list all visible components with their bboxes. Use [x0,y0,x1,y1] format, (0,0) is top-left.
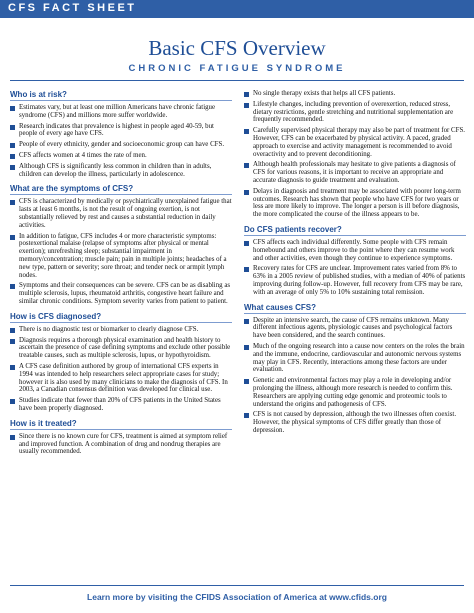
square-bullet-icon [244,379,249,384]
square-bullet-icon [10,165,15,170]
left-column [10,90,232,459]
square-bullet-icon [10,365,15,370]
list-item-text: Despite an intensive search, the cause of CFS remains unknown. Many different infectious agents, physiologic causes and psychological factors have been considered, and the search continues. [253,316,453,340]
list-item [10,141,232,149]
list-item-text: Carefully supervised physical therapy may also be part of treatment for CFS. However, CFS can be exacerbated by physical activity. A paced, graded approach to exercise and activity management is recommended to avoid overactivity and to prevent deconditioning. [253,127,466,158]
list-item-text: CFS affects women at 4 times the rate of men. [19,151,147,159]
list-item [244,101,466,124]
list-item-text: Although health professionals may hesitate to give patients a diagnosis of CFS for various reasons, it is important to receive an appropriate and accurate diagnosis to guide treatment and evaluation. [253,161,456,184]
list-item [244,343,466,374]
list-item-text: A CFS case definition authored by group of international CFS experts in 1994 was intended to help researchers select appropriate cases for study; however it is also used by many clinicians to make the diagnosis of CFS. In 2003, a Canadian consensus definition was developed for clinical use. [19,362,228,394]
section-heading-do-cfs-patients-recover: Do CFS patients recover? [244,225,466,236]
square-bullet-icon [244,103,249,108]
square-bullet-icon [10,284,15,289]
list-item-text: Diagnosis requires a thorough physical examination and health history to ascertain the presence of case defining symptoms and exclude other possible treatable causes, such as multiple sclerosis, lupus, or hypothyroidism. [19,336,231,360]
square-bullet-icon [244,319,249,324]
list-item [10,152,232,160]
title-rule [10,80,464,81]
footer-rule [10,585,464,586]
bullet-list [10,104,232,178]
right-column [244,90,466,438]
square-bullet-icon [10,125,15,130]
section-heading-what-causes-cfs: What causes CFS? [244,303,466,314]
list-item-text: Symptoms and their consequences can be severe. CFS can be as disabling as multiple sclerosis, lupus, rheumatoid arthritis, congestive heart failure and similar chronic conditions. Symptom severity varies from patient to patient. [19,282,231,305]
list-item [244,90,466,98]
square-bullet-icon [10,200,15,205]
list-item-text: CFS is not caused by depression, although the two illnesses often coexist. However, the physical symptoms of CFS differ greatly than those of depression. [253,411,457,434]
square-bullet-icon [244,163,249,168]
list-item-text: Delays in diagnosis and treatment may be associated with poorer long-term outcomes. Research has shown that people who have CFS for two years or less are more likely to improve. The longer a person is ill before diagnosis, the more complicated the course of the illness appears to be. [253,187,461,219]
list-item-text: CFS is characterized by medically or psychiatrically unexplained fatigue that lasts at least 6 months, is not the result of ongoing exertion, is not substantially relieved by rest and causes a substantial reduction in daily activities. [19,198,232,229]
list-item-text: Recovery rates for CFS are unclear. Improvement rates varied from 8% to 63% in a 2005 review of published studies, with a median of 40% of patients improving during follow-up. However, full recovery from CFS may be rare, with an average of only 5% to 10% sustaining total remission. [253,265,466,296]
bullet-list [10,198,232,305]
fact-sheet-banner [0,0,474,18]
list-item-text: Research indicates that prevalence is highest in people aged 40-59, but people of every age have CFS. [19,122,214,138]
bullet-list [244,90,466,219]
square-bullet-icon [10,235,15,240]
square-bullet-icon [10,154,15,159]
square-bullet-icon [10,328,15,333]
list-item-text: Lifestyle changes, including prevention of overexertion, reduced stress, dietary restrictions, gentle stretching and nutritional supplementation are frequently recommended. [253,100,454,124]
square-bullet-icon [10,106,15,111]
list-item [10,433,232,456]
list-item [10,123,232,139]
list-item-text: In addition to fatigue, CFS includes 4 or more characteristic symptoms: postexertional malaise (relapse of symptoms after physical or mental exertion); unrefreshing sleep; substantial impairment in memory/concentration; muscle pain; pain in multiple joints; headaches of a new type, pattern or severity; sore throat; and tender neck or armpit lymph nodes. [19,232,227,279]
square-bullet-icon [10,435,15,440]
section-heading-what-are-the-symptoms-of-cfs: What are the symptoms of CFS? [10,184,232,195]
list-item-text: No single therapy exists that helps all CFS patients. [253,90,396,97]
list-item [10,233,232,280]
list-item [10,397,232,413]
section-heading-how-is-it-treated: How is it treated? [10,419,232,430]
page-title: Basic CFS Overview [148,36,326,60]
bullet-list [244,317,466,435]
list-item [10,163,232,179]
list-item [10,104,232,120]
square-bullet-icon [244,190,249,195]
section-heading-who-is-at-risk: Who is at risk? [10,90,232,101]
list-item-text: There is no diagnostic test or biomarker to clearly diagnose CFS. [19,325,199,333]
list-item [244,188,466,219]
square-bullet-icon [244,241,249,246]
list-item-text: Although CFS is significantly less common in children than in adults, children can develop the illness, particularly in adolescence. [19,162,212,178]
list-item [10,337,232,360]
section-heading-how-is-cfs-diagnosed: How is CFS diagnosed? [10,312,232,323]
footer-link-text[interactable]: Learn more by visiting the CFIDS Association of America at www.cfids.org [87,592,387,602]
list-item [244,127,466,158]
list-item [10,326,232,334]
bullet-list [10,433,232,456]
square-bullet-icon [244,345,249,350]
square-bullet-icon [244,129,249,134]
list-item [10,282,232,305]
list-item-text: Much of the ongoing research into a cause now centers on the roles the brain and the immune, endocrine, cardiovascular and autonomic nervous systems may play in CFS. Recently, interactions among these factors are under evaluation. [253,342,465,374]
list-item-text: Studies indicate that fewer than 20% of CFS patients in the United States have been properly diagnosed. [19,397,221,412]
list-item [244,377,466,408]
page-subtitle: CHRONIC FATIGUE SYNDROME [128,63,346,74]
banner-label: CFS FACT SHEET [8,2,137,14]
list-item-text: Genetic and environmental factors may play a role in developing and/or prolonging the illness, although more research is needed to confirm this. Researchers are applying cutting edge genomic and proteomic tools to understand the origins and pathogenesis of CFS. [253,377,453,408]
list-item [244,161,466,184]
square-bullet-icon [244,267,249,272]
list-item [244,265,466,296]
list-item-text: CFS affects each individual differently. Some people with CFS remain homebound and others improve to the point where they can resume work and other activities, even though they continue to experience symptoms. [253,238,455,262]
list-item-text: People of every ethnicity, gender and socioeconomic group can have CFS. [19,141,225,149]
list-item [244,411,466,434]
square-bullet-icon [10,339,15,344]
bullet-list [10,326,232,413]
list-item-text: Since there is no known cure for CFS, treatment is aimed at symptom relief and improved function. A combination of drug and nondrug therapies are usually recommended. [19,432,228,456]
square-bullet-icon [244,92,249,97]
square-bullet-icon [10,143,15,148]
square-bullet-icon [10,399,15,404]
bullet-list [244,239,466,297]
list-item [10,198,232,229]
list-item [244,317,466,340]
square-bullet-icon [244,413,249,418]
list-item [244,239,466,262]
list-item [10,363,232,394]
list-item-text: Estimates vary, but at least one million Americans have chronic fatigue syndrome (CFS) and millions more suffer worldwide. [19,104,216,119]
